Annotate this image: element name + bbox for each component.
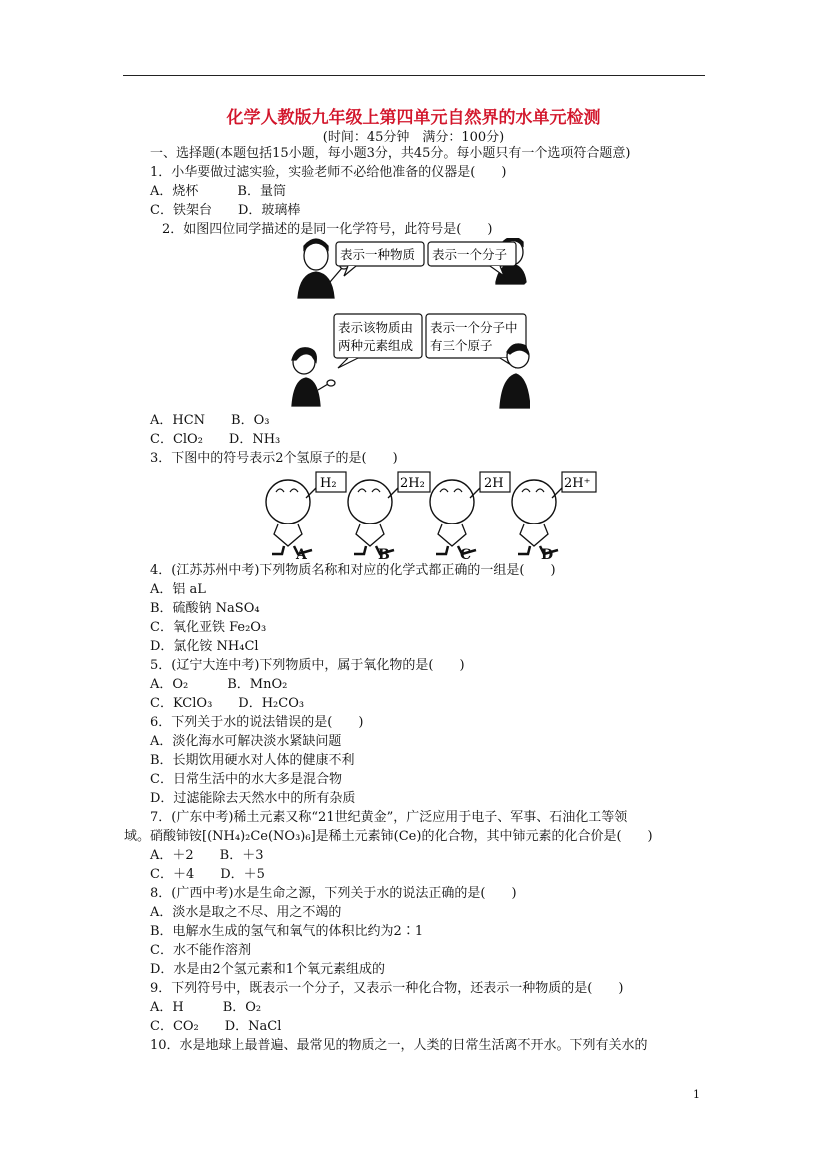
sign-c: 2H — [484, 476, 504, 491]
bubble-text-3b: 两种元素组成 — [338, 338, 414, 353]
q6-option-d: D．过滤能除去天然水中的所有杂质 — [150, 791, 356, 806]
q9-stem: 9．下列符号中，既表示一个分子，又表示一种化合物，还表示一种物质的是( ) — [150, 981, 624, 996]
q6-option-b: B．长期饮用硬水对人体的健康不利 — [150, 753, 355, 768]
q2-stem: 2．如图四位同学描述的是同一化学符号，此符号是( ) — [162, 222, 493, 237]
label-b: B — [378, 547, 390, 563]
q4-option-a: A．铝 aL — [150, 582, 206, 597]
q7-options-row1: A．＋2 B．＋3 — [150, 848, 264, 863]
page-number: 1 — [693, 1088, 700, 1101]
section-heading: 一、选择题(本题包括15小题，每小题3分，共45分。每小题只有一个选项符合题意) — [150, 146, 631, 161]
q8-stem: 8．(广西中考)水是生命之源，下列关于水的说法正确的是( ) — [150, 886, 517, 901]
sign-b: 2H₂ — [400, 476, 425, 491]
figure-d — [512, 472, 596, 554]
q1-stem: 1．小华要做过滤实验，实验老师不必给他准备的仪器是( ) — [150, 165, 507, 180]
q2-students-figure — [290, 238, 530, 414]
q9-options-row1: A．H B．O₂ — [150, 1000, 262, 1015]
q2-options-row1: A．HCN B．O₃ — [150, 413, 270, 428]
q10-stem: 10．水是地球上最普遍、最常见的物质之一，人类的日常生活离不开水。下列有关水的 — [150, 1038, 648, 1053]
speech-bubble-3 — [334, 314, 422, 368]
label-a: A — [296, 547, 307, 563]
q6-stem: 6．下列关于水的说法错误的是( ) — [150, 715, 364, 730]
q3-stem: 3．下图中的符号表示2个氢原子的是( ) — [150, 451, 398, 466]
q7-stem-line1: 7．(广东中考)稀土元素又称“21世纪黄金”，广泛应用于电子、军事、石油化工等领 — [150, 810, 628, 825]
bubble-text-4b: 有三个原子 — [430, 338, 493, 353]
q6-option-a: A．淡化海水可解决淡水紧缺问题 — [150, 734, 342, 749]
q5-options-row2: C．KClO₃ D．H₂CO₃ — [150, 696, 305, 711]
q8-option-c: C．水不能作溶剂 — [150, 943, 251, 958]
q5-options-row1: A．O₂ B．MnO₂ — [150, 677, 288, 692]
speech-bubble-1 — [336, 242, 424, 276]
figure-a — [266, 472, 346, 554]
page-title: 化学人教版九年级上第四单元自然界的水单元检测 — [226, 108, 601, 128]
q1-options-row1: A．烧杯 B．量筒 — [150, 184, 286, 199]
q4-option-c: C．氧化亚铁 Fe₂O₃ — [150, 620, 267, 635]
q4-stem: 4．(江苏苏州中考)下列物质名称和对应的化学式都正确的一组是( ) — [150, 563, 556, 578]
q8-option-d: D．水是由2个氢元素和1个氧元素组成的 — [150, 962, 385, 977]
label-c: C — [460, 547, 472, 563]
q7-stem-line2: 域。硝酸铈铵[(NH₄)₂Ce(NO₃)₆]是稀土元素铈(Ce)的化合物，其中铈元素的化合价是( ) — [124, 829, 653, 844]
bubble-text-3a: 表示该物质由 — [338, 320, 414, 335]
q7-options-row2: C．＋4 D．＋5 — [150, 867, 265, 882]
exam-time-score: (时间：45分钟 满分：100分) — [322, 130, 505, 145]
q5-stem: 5．(辽宁大连中考)下列物质中，属于氧化物的是( ) — [150, 658, 465, 673]
header-rule — [123, 75, 705, 76]
sign-d: 2H⁺ — [564, 476, 591, 491]
q1-options-row2: C．铁架台 D．玻璃棒 — [150, 203, 301, 218]
q4-option-d: D．氯化铵 NH₄Cl — [150, 639, 259, 654]
q8-option-a: A．淡水是取之不尽、用之不竭的 — [150, 905, 342, 920]
label-d: D — [541, 547, 554, 563]
q2-options-row2: C．ClO₂ D．NH₃ — [150, 432, 281, 447]
student-bottom-left — [292, 348, 335, 406]
bubble-text-4a: 表示一个分子中 — [430, 320, 518, 335]
sign-a: H₂ — [320, 476, 337, 491]
q8-option-b: B．电解水生成的氢气和氧气的体积比约为2∶1 — [150, 924, 424, 939]
figure-b — [348, 472, 430, 554]
bubble-text-2: 表示一个分子 — [432, 247, 508, 262]
bubble-text-1: 表示一种物质 — [340, 247, 416, 262]
q4-option-b: B．硫酸钠 NaSO₄ — [150, 601, 260, 616]
figure-c — [430, 472, 510, 554]
q9-options-row2: C．CO₂ D．NaCl — [150, 1019, 282, 1034]
q6-option-c: C．日常生活中的水大多是混合物 — [150, 772, 342, 787]
